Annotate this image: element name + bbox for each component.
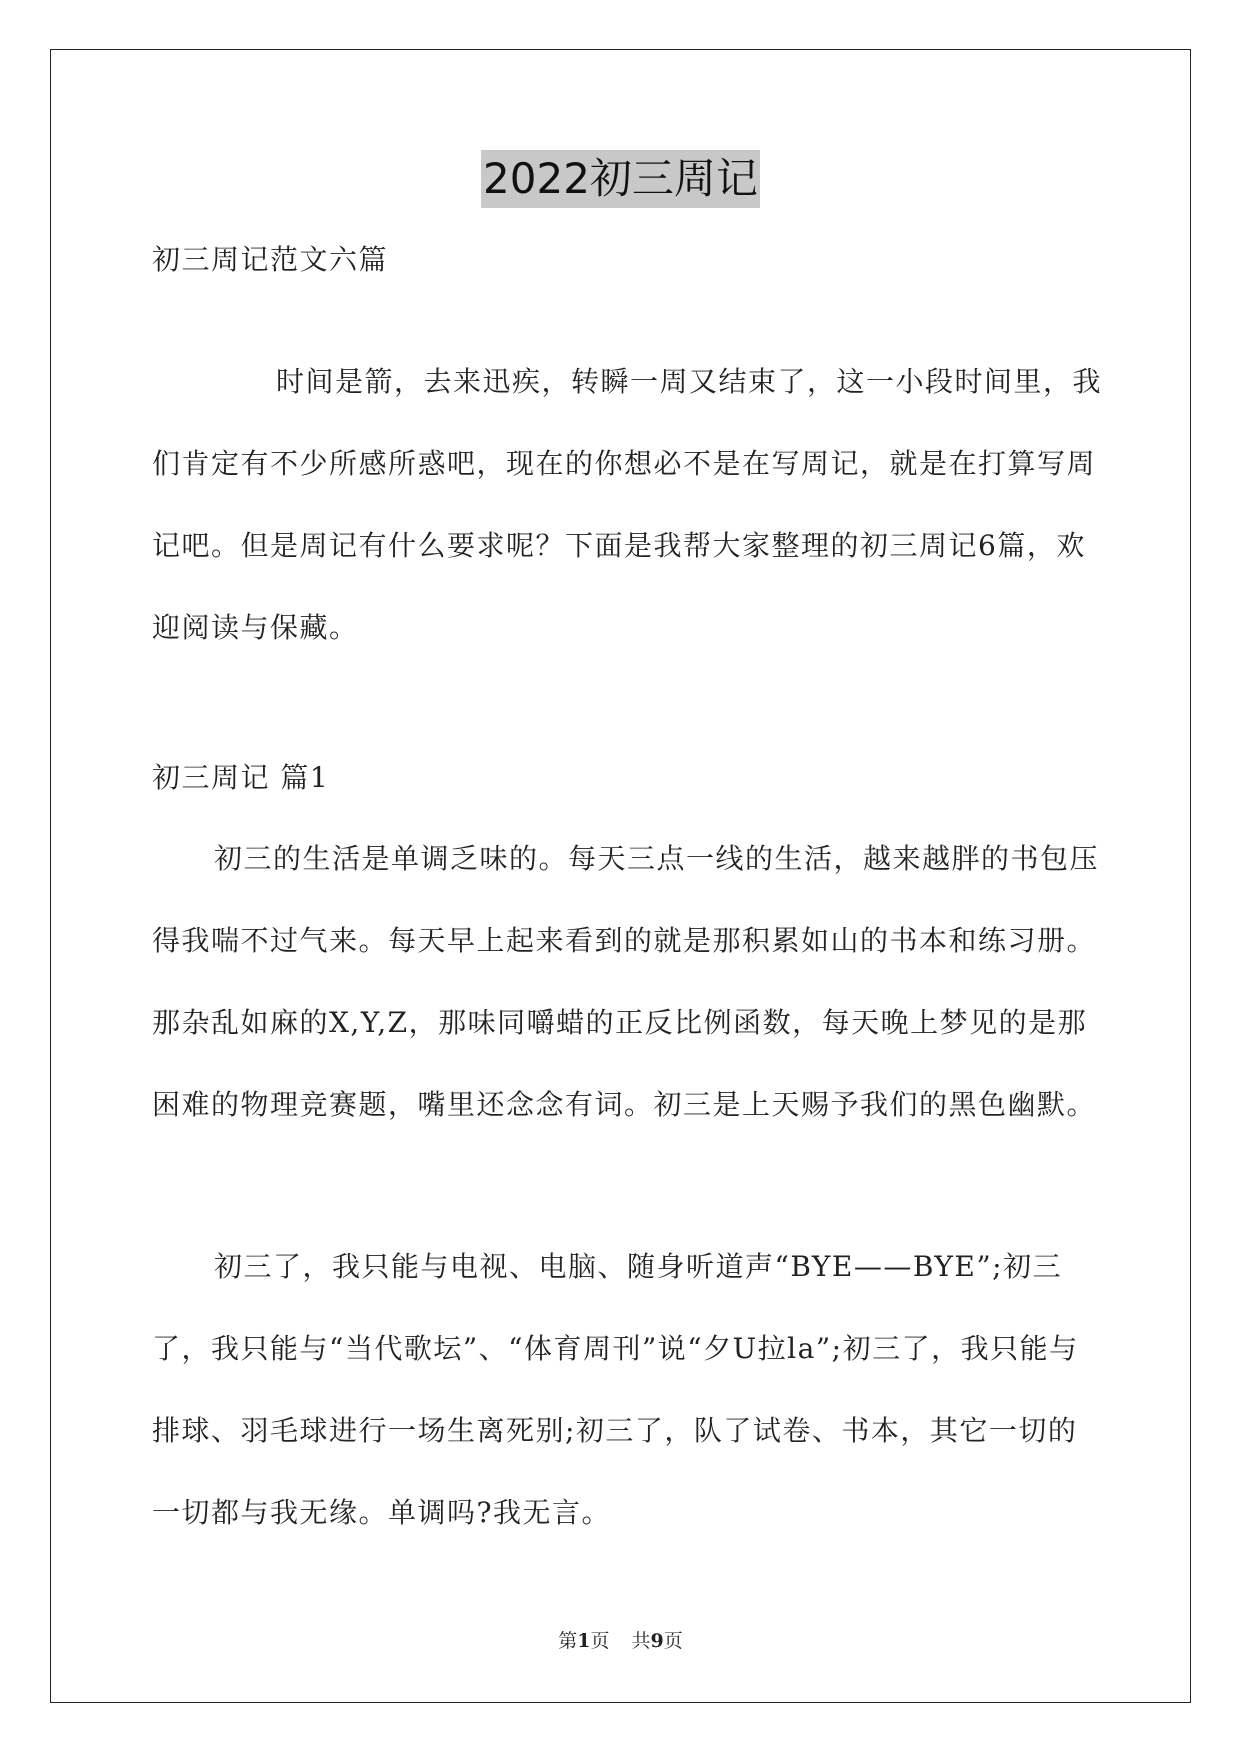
footer-prefix: 第 <box>558 1630 578 1652</box>
body-paragraph-1: 初三的生活是单调乏味的。每天三点一线的生活，越来越胖的书包压得我喘不过气来。每天早上起来看到的就是那积累如山的书本和练习册。那杂乱如麻的X,Y,Z，那味同嚼蜡的正反比例函数，每天晚上梦见的是那困难的物理竞赛题，嘴里还念念有词。初三是上天赐予我们的黑色幽默。 <box>152 842 1100 1121</box>
body-paragraph-2: 初三了，我只能与电视、电脑、随身听道声“BYE——BYE”;初三了，我只能与“当代歌坛”、“体育周刊”说“夕U拉la”;初三了，我只能与排球、羽毛球进行一场生离死别;初三了，队了试卷、书本，其它一切的一切都与我无缘。单调吗?我无言。 <box>152 1250 1079 1529</box>
footer-total-pages: 9 <box>650 1630 664 1652</box>
section-heading: 初三周记 篇1 <box>152 761 330 794</box>
title-container <box>0 150 1241 208</box>
document-subtitle: 初三周记范文六篇 <box>152 243 389 276</box>
footer-current-page: 1 <box>577 1630 591 1652</box>
intro-paragraph: 时间是箭，去来迅疾，转瞬一周又结束了，这一小段时间里，我们肯定有不少所感所惑吧，现在的你想必不是在写周记，就是在打算写周记吧。但是周记有什么要求呢？下面是我帮大家整理的初三周记6篇，欢迎阅读与保藏。 <box>152 365 1103 644</box>
footer-page-word: 页 <box>590 1630 610 1652</box>
footer-total-suffix: 页 <box>663 1630 683 1652</box>
page-footer <box>0 1626 1241 1653</box>
footer-total-prefix: 共 <box>631 1630 651 1652</box>
document-title: 2022初三周记 <box>481 150 760 208</box>
